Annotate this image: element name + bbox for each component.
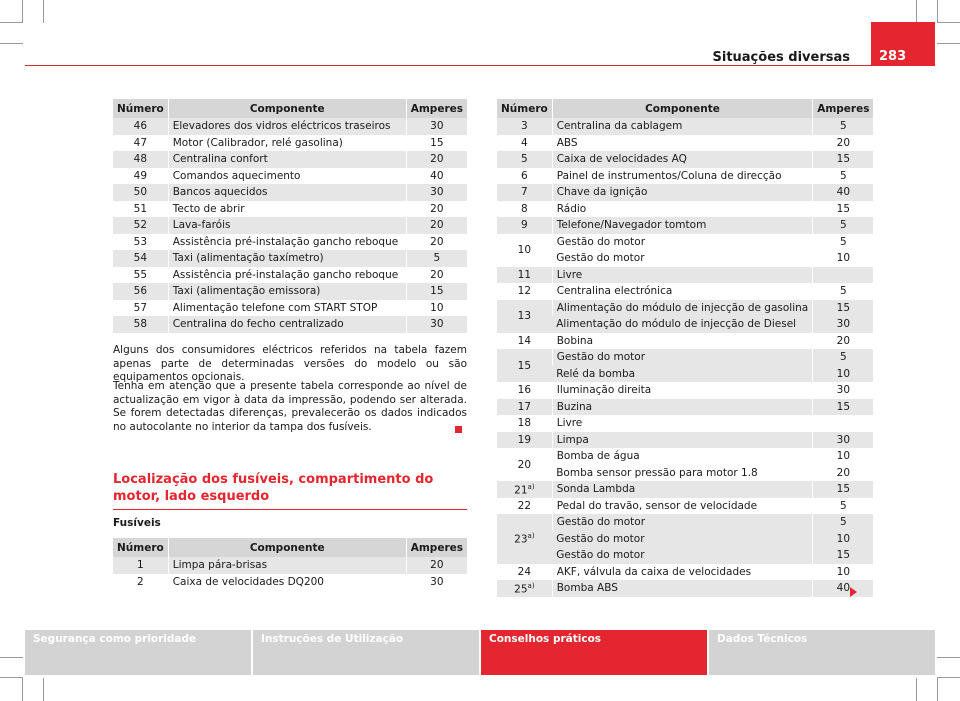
fuse-number <box>113 283 168 300</box>
fuse-amperes: 15 <box>406 283 467 300</box>
table-row <box>497 300 873 317</box>
fuse-number <box>497 168 552 185</box>
fuse-number <box>497 201 552 218</box>
column-header-component: Componente <box>552 99 813 118</box>
fuse-amperes: 5 <box>813 498 874 515</box>
fuse-number-text: 10 <box>517 244 532 256</box>
fuse-number-text: 12 <box>517 285 532 298</box>
column-header-number: Número <box>113 538 168 557</box>
fuse-component: Bomba sensor pressão para motor 1.8 <box>556 466 758 479</box>
fuse-number <box>497 217 552 234</box>
fuse-number <box>113 250 168 267</box>
table-row <box>113 168 467 185</box>
fuse-number-text: 25 <box>514 583 528 595</box>
fuse-number <box>113 267 168 284</box>
table-row <box>113 250 467 267</box>
table-row <box>497 399 873 416</box>
crop-mark <box>937 43 960 44</box>
fuse-amperes: 15 <box>813 300 874 317</box>
fuse-number-text: 21 <box>514 484 528 496</box>
column-header-component: Componente <box>168 99 406 118</box>
fuse-number-text: 53 <box>133 235 148 248</box>
fuse-number-text: 56 <box>133 285 148 298</box>
fuse-amperes: 20 <box>406 267 467 284</box>
crop-mark <box>0 43 23 44</box>
tab-instrucoes[interactable]: Instruções de Utilização <box>253 630 479 675</box>
fuse-amperes: 5 <box>813 283 874 300</box>
crop-mark <box>0 22 23 23</box>
table-row <box>497 415 873 432</box>
fuse-component: Tecto de abrir <box>168 201 406 218</box>
fuse-number <box>497 382 552 399</box>
fuse-component: Gestão do motor <box>552 514 813 531</box>
fuse-number-text: 2 <box>137 575 144 588</box>
table-row <box>497 151 873 168</box>
fuse-number <box>497 267 552 284</box>
fuse-number-text: 54 <box>133 252 148 265</box>
fuse-component: Gestão do motor <box>552 234 813 251</box>
table-row <box>113 300 467 317</box>
fuse-number <box>497 498 552 515</box>
fuse-number <box>497 135 552 152</box>
fuse-component: Alimentação do módulo de injecção de gasolina <box>552 300 813 317</box>
column-header-amperes: Amperes <box>406 99 467 118</box>
table-row <box>497 465 873 482</box>
column-header-number: Número <box>113 99 168 118</box>
crop-mark <box>937 657 960 658</box>
fuse-component: Painel de instrumentos/Coluna de direcção <box>552 168 813 185</box>
table-row <box>497 267 873 284</box>
fuse-number-text: 16 <box>517 384 532 397</box>
fuse-amperes <box>813 415 874 432</box>
fuse-number-text: 49 <box>133 169 148 182</box>
fuse-amperes: 30 <box>406 118 467 135</box>
fuse-component: Caixa de velocidades DQ200 <box>168 574 406 591</box>
table-row <box>497 118 873 135</box>
table-row <box>497 201 873 218</box>
fuse-amperes: 30 <box>406 184 467 201</box>
fuse-amperes: 10 <box>813 448 874 465</box>
fuse-number-text: 50 <box>133 186 148 199</box>
fuse-number-text: 4 <box>521 136 528 149</box>
fuse-number-text: 55 <box>133 268 148 281</box>
fuse-component: Limpa <box>552 432 813 449</box>
fuse-number-text: 46 <box>133 120 148 133</box>
table-header-row <box>497 99 873 118</box>
fuse-amperes: 40 <box>406 168 467 185</box>
crop-mark <box>0 677 23 678</box>
fuse-number-text: 23 <box>514 533 528 546</box>
fuse-number <box>497 333 552 350</box>
fuse-number-text: 24 <box>517 565 532 578</box>
fuse-amperes: 20 <box>406 234 467 251</box>
fuse-number-text: 17 <box>517 400 532 413</box>
fuse-number <box>113 234 168 251</box>
footnote-marker: a) <box>527 482 535 491</box>
fuse-amperes: 30 <box>813 382 874 399</box>
crop-mark <box>0 657 23 658</box>
column-header-number: Número <box>497 99 552 118</box>
crop-mark <box>22 0 23 23</box>
fuse-component: Caixa de velocidades AQ <box>552 151 813 168</box>
fuse-number-text: 11 <box>517 268 532 281</box>
fuse-amperes: 20 <box>406 151 467 168</box>
fuse-number-text: 7 <box>521 186 528 199</box>
fuse-component: Iluminação direita <box>552 382 813 399</box>
fuse-component: Lava-faróis <box>168 217 406 234</box>
fuse-component: Assistência pré-instalação gancho reboque <box>168 234 406 251</box>
fuse-amperes: 20 <box>406 217 467 234</box>
section-end-marker <box>455 426 462 433</box>
table-row <box>497 382 873 399</box>
fuse-component: Relé da bomba <box>552 366 813 383</box>
fuse-amperes: 15 <box>406 135 467 152</box>
table-row <box>497 135 873 152</box>
fuse-number-text: 57 <box>133 301 148 314</box>
fuse-amperes: 20 <box>813 135 874 152</box>
crop-mark <box>937 678 938 701</box>
fuse-number <box>113 168 168 185</box>
fuse-amperes <box>813 267 874 284</box>
fuse-number <box>497 432 552 449</box>
fuse-table-right <box>497 99 873 597</box>
fuse-amperes: 10 <box>406 300 467 317</box>
fuse-number <box>497 399 552 416</box>
crop-mark <box>937 22 960 23</box>
fuse-number <box>113 574 168 591</box>
fuse-component: Elevadores dos vidros eléctricos traseiros <box>168 118 406 135</box>
fuse-component: Alimentação do módulo de injecção de Diesel <box>552 316 813 333</box>
fuse-number <box>113 201 168 218</box>
section-title: Situações diversas <box>712 50 850 65</box>
fuse-amperes: 15 <box>813 151 874 168</box>
fuse-number <box>497 514 552 564</box>
crop-mark <box>22 678 23 701</box>
fuse-component: Buzina <box>552 399 813 416</box>
table-row <box>497 498 873 515</box>
table-row <box>113 267 467 284</box>
fuse-component: Bomba ABS <box>552 580 813 597</box>
tab-seguranca[interactable]: Segurança como prioridade <box>25 630 251 675</box>
table-row <box>497 448 873 465</box>
table-header-row <box>113 538 467 557</box>
fuse-component: Taxi (alimentação emissora) <box>168 283 406 300</box>
column-header-component: Componente <box>168 538 406 557</box>
fuse-component: Assistência pré-instalação gancho reboque <box>168 267 406 284</box>
fuse-component: Telefone/Navegador tomtom <box>552 217 813 234</box>
fuse-amperes: 20 <box>406 201 467 218</box>
fuse-component: ABS <box>552 135 813 152</box>
fuse-amperes: 5 <box>813 349 874 366</box>
fuse-amperes: 30 <box>813 316 874 333</box>
fuse-number <box>497 234 552 267</box>
table-row <box>497 250 873 267</box>
fuse-number <box>497 349 552 382</box>
fuse-number-text: 13 <box>517 310 532 322</box>
fuse-amperes: 10 <box>813 366 874 383</box>
fuse-amperes: 5 <box>813 217 874 234</box>
table-row <box>113 118 467 135</box>
table-row <box>497 481 873 498</box>
fuse-component: Gestão do motor <box>552 547 813 564</box>
fuse-amperes: 5 <box>813 168 874 185</box>
continue-arrow-icon <box>850 587 857 597</box>
fuse-number <box>113 151 168 168</box>
fuse-number <box>113 184 168 201</box>
table-row <box>497 366 873 383</box>
fuse-component: Centralina da cablagem <box>552 118 813 135</box>
fuse-component: Centralina do fecho centralizado <box>168 316 406 333</box>
fuse-component: Livre <box>552 415 813 432</box>
fuse-number-text: 58 <box>133 318 148 331</box>
fuse-number <box>113 300 168 317</box>
note-paragraph-update: Tenha em atenção que a presente tabela corresponde ao nível de actualização em vigor à data da impressão, podendo ser alterada. Se forem detectadas diferenças, prevalecerão os dados indicados no autocolante no interior da tampa dos fusíveis. <box>113 380 467 433</box>
fuse-number <box>497 481 552 498</box>
fuse-component: Gestão do motor <box>552 531 813 548</box>
table-row <box>497 349 873 366</box>
section-subheading: Localização dos fusíveis, compartimento do motor, lado esquerdo <box>113 472 434 504</box>
fuse-component: Centralina electrónica <box>552 283 813 300</box>
fuse-component: Taxi (alimentação taxímetro) <box>168 250 406 267</box>
fuse-number <box>497 184 552 201</box>
table-row <box>497 580 873 597</box>
crop-mark <box>916 0 917 23</box>
table-row <box>497 234 873 251</box>
table-row <box>497 283 873 300</box>
fuse-amperes: 15 <box>813 399 874 416</box>
table-row <box>497 514 873 531</box>
fuse-component: Limpa pára-brisas <box>168 557 406 574</box>
fuse-component: Livre <box>552 267 813 284</box>
fuse-number-text: 15 <box>517 359 532 372</box>
table-row <box>113 135 467 152</box>
fuse-table-left <box>113 99 467 333</box>
fuse-number-text: 48 <box>133 153 148 166</box>
fuse-number-text: 20 <box>517 458 532 471</box>
table-row <box>113 316 467 333</box>
fuse-component: Gestão do motor <box>552 349 813 366</box>
crop-mark <box>43 678 44 701</box>
fuse-component: Chave da ignição <box>552 184 813 201</box>
table-header-row <box>113 99 467 118</box>
table-row <box>497 333 873 350</box>
table-row <box>497 547 873 564</box>
table-row <box>113 151 467 168</box>
fuse-amperes: 10 <box>813 531 874 548</box>
fuse-number <box>497 283 552 300</box>
fuse-amperes: 20 <box>813 465 874 482</box>
fuse-amperes: 30 <box>406 574 467 591</box>
fuse-number <box>497 448 552 481</box>
footnote-marker: a) <box>527 581 535 590</box>
table-row <box>113 184 467 201</box>
fuse-number <box>113 135 168 152</box>
fuse-number-text: 51 <box>133 202 148 215</box>
fuse-component: Comandos aquecimento <box>168 168 406 185</box>
fuse-amperes: 20 <box>406 557 467 574</box>
table-row <box>497 316 873 333</box>
fuse-component: Pedal do travão, sensor de velocidade <box>552 498 813 515</box>
fuse-amperes: 10 <box>813 250 874 267</box>
fuse-number-text: 8 <box>521 202 528 215</box>
fuse-amperes: 5 <box>406 250 467 267</box>
fuse-number-text: 52 <box>133 219 148 232</box>
fuse-component: Alimentação telefone com START STOP <box>168 300 406 317</box>
fuse-number-text: 14 <box>517 334 532 347</box>
table-row <box>113 574 467 591</box>
table-row <box>113 557 467 574</box>
fuse-number-text: 1 <box>137 559 144 572</box>
fuse-number <box>497 415 552 432</box>
fuse-number-text: 3 <box>521 120 528 133</box>
crop-mark <box>937 677 960 678</box>
fuse-number-text: 22 <box>517 499 532 512</box>
fuse-number <box>113 118 168 135</box>
subheading-rule <box>113 509 467 510</box>
table-row <box>113 283 467 300</box>
fuse-number <box>497 118 552 135</box>
column-header-amperes: Amperes <box>813 99 874 118</box>
crop-mark <box>916 678 917 701</box>
fuse-amperes: 30 <box>406 316 467 333</box>
fuse-amperes: 20 <box>813 333 874 350</box>
header-rule <box>25 65 935 66</box>
fuses-label: Fusíveis <box>113 517 161 529</box>
fuse-amperes: 40 <box>813 580 874 597</box>
fuse-amperes: 15 <box>813 201 874 218</box>
fuse-component: AKF, válvula da caixa de velocidades <box>552 564 813 581</box>
fuse-number-text: 5 <box>521 153 528 166</box>
fuse-amperes: 15 <box>813 547 874 564</box>
column-header-amperes: Amperes <box>406 538 467 557</box>
table-row <box>113 234 467 251</box>
page-number: 283 <box>879 49 907 64</box>
fuse-number <box>497 151 552 168</box>
fuse-number-text: 19 <box>517 433 532 446</box>
fuse-number <box>113 217 168 234</box>
fuse-number <box>113 316 168 333</box>
fuse-number <box>497 300 552 333</box>
fuse-amperes: 5 <box>813 234 874 251</box>
fuse-amperes: 5 <box>813 514 874 531</box>
page-number-box <box>871 22 935 66</box>
fuse-component: Centralina confort <box>168 151 406 168</box>
fuse-component: Gestão do motor <box>556 252 645 265</box>
fuse-amperes: 5 <box>813 118 874 135</box>
fuse-component: Bancos aquecidos <box>168 184 406 201</box>
tab-conselhos[interactable]: Conselhos práticos <box>481 630 707 675</box>
fuse-number-text: 9 <box>521 219 528 232</box>
fuse-component: Rádio <box>552 201 813 218</box>
crop-mark <box>937 0 938 23</box>
footer-tabs <box>25 630 935 675</box>
fuse-amperes: 40 <box>813 184 874 201</box>
fuse-component: Bomba de água <box>552 448 813 465</box>
fuse-table-engine-left <box>113 538 467 590</box>
table-row <box>113 201 467 218</box>
table-row <box>497 531 873 548</box>
fuse-number-text: 18 <box>517 417 532 430</box>
footnote-marker: a) <box>527 532 535 540</box>
fuse-component: Motor (Calibrador, relé gasolina) <box>168 135 406 152</box>
fuse-number <box>497 580 552 597</box>
fuse-component: Sonda Lambda <box>552 481 813 498</box>
fuse-number-text: 47 <box>133 136 148 149</box>
table-row <box>497 564 873 581</box>
table-row <box>497 184 873 201</box>
fuse-amperes: 30 <box>813 432 874 449</box>
fuse-number <box>497 564 552 581</box>
fuse-amperes: 10 <box>813 564 874 581</box>
fuse-number <box>113 557 168 574</box>
fuse-amperes: 15 <box>813 481 874 498</box>
table-row <box>113 217 467 234</box>
note-paragraph-optional: Alguns dos consumidores eléctricos referidos na tabela fazem apenas parte de determinadas versões do modelo ou são equipamentos opcionais. <box>113 344 467 383</box>
fuse-component: Bobina <box>552 333 813 350</box>
tab-dados-tecnicos[interactable]: Dados Técnicos <box>709 630 935 675</box>
table-row <box>497 217 873 234</box>
crop-mark <box>43 0 44 23</box>
table-row <box>497 432 873 449</box>
fuse-number-text: 6 <box>521 169 528 182</box>
table-row <box>497 168 873 185</box>
